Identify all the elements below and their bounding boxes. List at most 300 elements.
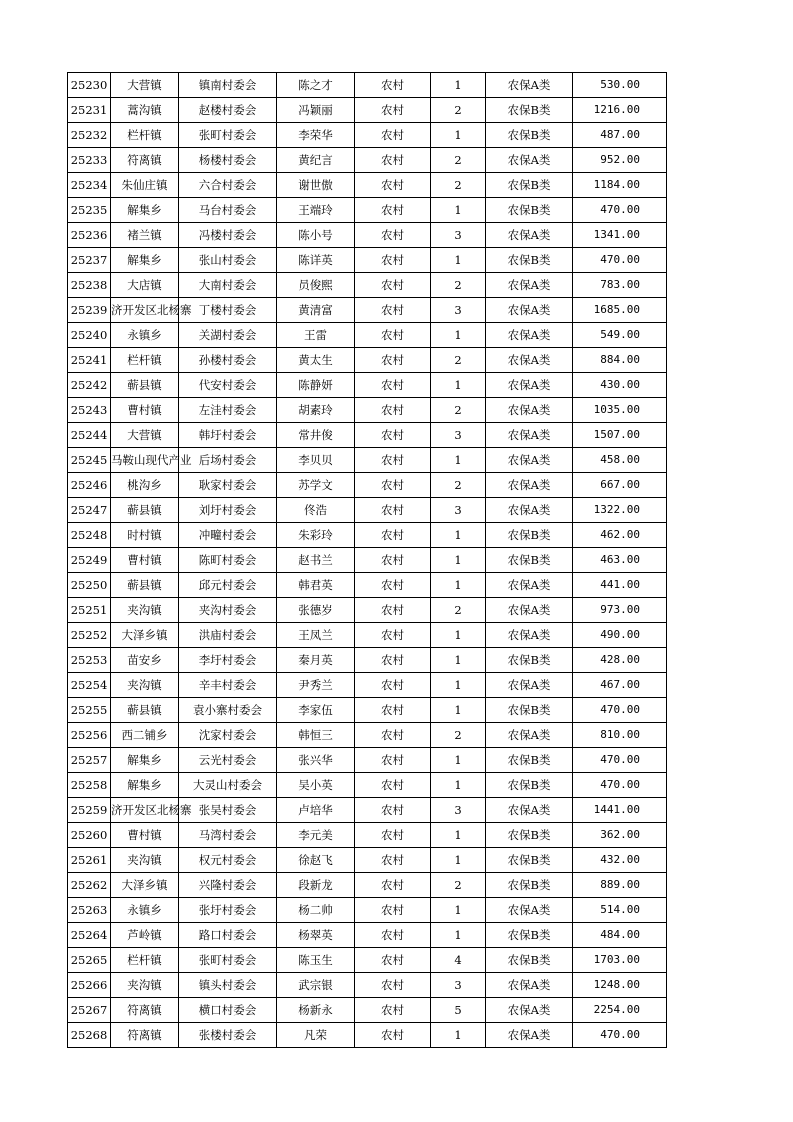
table-row <box>68 73 667 98</box>
record-id-cell: 25248 <box>68 523 111 548</box>
record-id-cell: 25249 <box>68 548 111 573</box>
person-name-cell: 冯颖丽 <box>277 98 355 123</box>
insurance-category-cell: 农保A类 <box>486 373 573 398</box>
record-id-cell: 25256 <box>68 723 111 748</box>
township-cell: 蕲县镇 <box>111 498 179 523</box>
household-count-cell: 1 <box>431 823 486 848</box>
record-id-cell: 25255 <box>68 698 111 723</box>
person-name-cell: 杨翠英 <box>277 923 355 948</box>
person-name-cell: 张兴华 <box>277 748 355 773</box>
household-count-cell: 2 <box>431 348 486 373</box>
area-type-cell: 农村 <box>355 623 431 648</box>
amount-cell: 441.00 <box>573 573 667 598</box>
area-type-cell: 农村 <box>355 773 431 798</box>
record-id-cell: 25235 <box>68 198 111 223</box>
village-committee-cell: 陈町村委会 <box>179 548 277 573</box>
area-type-cell: 农村 <box>355 298 431 323</box>
township-cell: 栏杆镇 <box>111 348 179 373</box>
amount-cell: 952.00 <box>573 148 667 173</box>
person-name-cell: 谢世傲 <box>277 173 355 198</box>
township-cell: 芦岭镇 <box>111 923 179 948</box>
area-type-cell: 农村 <box>355 848 431 873</box>
amount-cell: 1507.00 <box>573 423 667 448</box>
township-cell: 解集乡 <box>111 248 179 273</box>
insurance-category-cell: 农保B类 <box>486 173 573 198</box>
table-row <box>68 723 667 748</box>
insurance-category-cell: 农保B类 <box>486 548 573 573</box>
record-id-cell: 25252 <box>68 623 111 648</box>
township-cell: 大营镇 <box>111 73 179 98</box>
insurance-category-cell: 农保A类 <box>486 473 573 498</box>
person-name-cell: 陈详英 <box>277 248 355 273</box>
table-row <box>68 348 667 373</box>
person-name-cell: 苏学文 <box>277 473 355 498</box>
household-count-cell: 1 <box>431 523 486 548</box>
household-count-cell: 3 <box>431 423 486 448</box>
village-committee-cell: 洪庙村委会 <box>179 623 277 648</box>
insurance-category-cell: 农保A类 <box>486 798 573 823</box>
table-row <box>68 623 667 648</box>
amount-cell: 470.00 <box>573 1023 667 1048</box>
township-cell: 夹沟镇 <box>111 973 179 998</box>
insurance-category-cell: 农保A类 <box>486 223 573 248</box>
insurance-category-cell: 农保A类 <box>486 298 573 323</box>
insurance-category-cell: 农保B类 <box>486 523 573 548</box>
village-committee-cell: 云光村委会 <box>179 748 277 773</box>
record-id-cell: 25245 <box>68 448 111 473</box>
insurance-category-cell: 农保B类 <box>486 248 573 273</box>
household-count-cell: 1 <box>431 573 486 598</box>
township-cell: 夹沟镇 <box>111 848 179 873</box>
insurance-category-cell: 农保A类 <box>486 423 573 448</box>
township-cell: 苗安乡 <box>111 648 179 673</box>
insurance-category-cell: 农保A类 <box>486 623 573 648</box>
amount-cell: 428.00 <box>573 648 667 673</box>
household-count-cell: 3 <box>431 973 486 998</box>
person-name-cell: 赵书兰 <box>277 548 355 573</box>
area-type-cell: 农村 <box>355 223 431 248</box>
township-cell: 永镇乡 <box>111 898 179 923</box>
insurance-category-cell: 农保B类 <box>486 923 573 948</box>
person-name-cell: 王凤兰 <box>277 623 355 648</box>
village-committee-cell: 张町村委会 <box>179 123 277 148</box>
table-row <box>68 498 667 523</box>
household-count-cell: 2 <box>431 173 486 198</box>
table-row <box>68 173 667 198</box>
area-type-cell: 农村 <box>355 398 431 423</box>
record-id-cell: 25246 <box>68 473 111 498</box>
amount-cell: 470.00 <box>573 698 667 723</box>
village-committee-cell: 耿家村委会 <box>179 473 277 498</box>
area-type-cell: 农村 <box>355 673 431 698</box>
table-row <box>68 798 667 823</box>
village-committee-cell: 代安村委会 <box>179 373 277 398</box>
area-type-cell: 农村 <box>355 498 431 523</box>
village-committee-cell: 丁楼村委会 <box>179 298 277 323</box>
record-id-cell: 25238 <box>68 273 111 298</box>
area-type-cell: 农村 <box>355 1023 431 1048</box>
amount-cell: 430.00 <box>573 373 667 398</box>
area-type-cell: 农村 <box>355 823 431 848</box>
record-id-cell: 25230 <box>68 73 111 98</box>
township-cell: 符离镇 <box>111 1023 179 1048</box>
household-count-cell: 2 <box>431 148 486 173</box>
village-committee-cell: 孙楼村委会 <box>179 348 277 373</box>
township-cell: 大泽乡镇 <box>111 623 179 648</box>
township-cell: 夹沟镇 <box>111 598 179 623</box>
village-committee-cell: 后场村委会 <box>179 448 277 473</box>
person-name-cell: 陈小号 <box>277 223 355 248</box>
amount-cell: 1216.00 <box>573 98 667 123</box>
record-id-cell: 25236 <box>68 223 111 248</box>
household-count-cell: 1 <box>431 623 486 648</box>
table-row <box>68 848 667 873</box>
insurance-category-cell: 农保B类 <box>486 848 573 873</box>
record-id-cell: 25250 <box>68 573 111 598</box>
amount-cell: 490.00 <box>573 623 667 648</box>
village-committee-cell: 刘圩村委会 <box>179 498 277 523</box>
township-cell: 栏杆镇 <box>111 123 179 148</box>
insurance-category-cell: 农保B类 <box>486 198 573 223</box>
amount-cell: 1035.00 <box>573 398 667 423</box>
village-committee-cell: 邱元村委会 <box>179 573 277 598</box>
table-row <box>68 123 667 148</box>
village-committee-cell: 兴隆村委会 <box>179 873 277 898</box>
insurance-category-cell: 农保A类 <box>486 598 573 623</box>
household-count-cell: 1 <box>431 673 486 698</box>
township-cell: 永镇乡 <box>111 323 179 348</box>
record-id-cell: 25264 <box>68 923 111 948</box>
amount-cell: 514.00 <box>573 898 667 923</box>
village-committee-cell: 路口村委会 <box>179 923 277 948</box>
household-count-cell: 1 <box>431 748 486 773</box>
township-cell: 大泽乡镇 <box>111 873 179 898</box>
amount-cell: 667.00 <box>573 473 667 498</box>
insurance-category-cell: 农保B类 <box>486 648 573 673</box>
amount-cell: 1248.00 <box>573 973 667 998</box>
person-name-cell: 王端玲 <box>277 198 355 223</box>
household-count-cell: 2 <box>431 473 486 498</box>
table-row <box>68 273 667 298</box>
person-name-cell: 李贝贝 <box>277 448 355 473</box>
record-id-cell: 25251 <box>68 598 111 623</box>
amount-cell: 470.00 <box>573 198 667 223</box>
person-name-cell: 吴小英 <box>277 773 355 798</box>
village-committee-cell: 马湾村委会 <box>179 823 277 848</box>
record-id-cell: 25242 <box>68 373 111 398</box>
township-cell: 褚兰镇 <box>111 223 179 248</box>
record-id-cell: 25253 <box>68 648 111 673</box>
record-id-cell: 25263 <box>68 898 111 923</box>
record-id-cell: 25234 <box>68 173 111 198</box>
village-committee-cell: 左洼村委会 <box>179 398 277 423</box>
area-type-cell: 农村 <box>355 873 431 898</box>
village-committee-cell: 六合村委会 <box>179 173 277 198</box>
record-id-cell: 25243 <box>68 398 111 423</box>
township-cell: 马鞍山现代产业 <box>111 448 179 473</box>
table-row <box>68 298 667 323</box>
record-id-cell: 25262 <box>68 873 111 898</box>
table-row <box>68 923 667 948</box>
amount-cell: 1685.00 <box>573 298 667 323</box>
village-committee-cell: 镇头村委会 <box>179 973 277 998</box>
township-cell: 曹村镇 <box>111 823 179 848</box>
record-id-cell: 25258 <box>68 773 111 798</box>
amount-cell: 1341.00 <box>573 223 667 248</box>
household-count-cell: 1 <box>431 898 486 923</box>
household-count-cell: 1 <box>431 648 486 673</box>
amount-cell: 1441.00 <box>573 798 667 823</box>
village-committee-cell: 夹沟村委会 <box>179 598 277 623</box>
amount-cell: 484.00 <box>573 923 667 948</box>
township-cell: 曹村镇 <box>111 548 179 573</box>
person-name-cell: 段新龙 <box>277 873 355 898</box>
insurance-category-cell: 农保A类 <box>486 73 573 98</box>
area-type-cell: 农村 <box>355 523 431 548</box>
insurance-category-cell: 农保A类 <box>486 348 573 373</box>
insurance-category-cell: 农保B类 <box>486 748 573 773</box>
household-count-cell: 2 <box>431 398 486 423</box>
household-count-cell: 3 <box>431 798 486 823</box>
amount-cell: 1322.00 <box>573 498 667 523</box>
table-row <box>68 148 667 173</box>
area-type-cell: 农村 <box>355 148 431 173</box>
insurance-category-cell: 农保B类 <box>486 873 573 898</box>
insurance-category-cell: 农保B类 <box>486 98 573 123</box>
person-name-cell: 张德岁 <box>277 598 355 623</box>
person-name-cell: 陈之才 <box>277 73 355 98</box>
insurance-category-cell: 农保A类 <box>486 898 573 923</box>
amount-cell: 463.00 <box>573 548 667 573</box>
household-count-cell: 4 <box>431 948 486 973</box>
household-count-cell: 2 <box>431 273 486 298</box>
township-cell: 符离镇 <box>111 148 179 173</box>
person-name-cell: 黄清富 <box>277 298 355 323</box>
household-count-cell: 1 <box>431 123 486 148</box>
insurance-category-cell: 农保B类 <box>486 773 573 798</box>
person-name-cell: 李元美 <box>277 823 355 848</box>
village-committee-cell: 韩圩村委会 <box>179 423 277 448</box>
village-committee-cell: 冯楼村委会 <box>179 223 277 248</box>
township-cell: 时村镇 <box>111 523 179 548</box>
record-id-cell: 25254 <box>68 673 111 698</box>
amount-cell: 458.00 <box>573 448 667 473</box>
area-type-cell: 农村 <box>355 548 431 573</box>
table-row <box>68 548 667 573</box>
table-row <box>68 873 667 898</box>
area-type-cell: 农村 <box>355 948 431 973</box>
insurance-category-cell: 农保A类 <box>486 398 573 423</box>
household-count-cell: 1 <box>431 1023 486 1048</box>
area-type-cell: 农村 <box>355 923 431 948</box>
insurance-category-cell: 农保A类 <box>486 148 573 173</box>
person-name-cell: 胡素玲 <box>277 398 355 423</box>
table-row <box>68 598 667 623</box>
household-count-cell: 3 <box>431 298 486 323</box>
township-cell: 蒿沟镇 <box>111 98 179 123</box>
household-count-cell: 2 <box>431 873 486 898</box>
record-id-cell: 25233 <box>68 148 111 173</box>
amount-cell: 470.00 <box>573 773 667 798</box>
area-type-cell: 农村 <box>355 798 431 823</box>
household-count-cell: 1 <box>431 848 486 873</box>
person-name-cell: 黄纪言 <box>277 148 355 173</box>
village-committee-cell: 杨楼村委会 <box>179 148 277 173</box>
village-committee-cell: 沈家村委会 <box>179 723 277 748</box>
table-row <box>68 323 667 348</box>
record-id-cell: 25267 <box>68 998 111 1023</box>
record-id-cell: 25239 <box>68 298 111 323</box>
record-id-cell: 25240 <box>68 323 111 348</box>
table-row <box>68 248 667 273</box>
record-id-cell: 25232 <box>68 123 111 148</box>
record-id-cell: 25260 <box>68 823 111 848</box>
person-name-cell: 徐赵飞 <box>277 848 355 873</box>
area-type-cell: 农村 <box>355 123 431 148</box>
township-cell: 夹沟镇 <box>111 673 179 698</box>
village-committee-cell: 镇南村委会 <box>179 73 277 98</box>
table-row <box>68 573 667 598</box>
person-name-cell: 王雷 <box>277 323 355 348</box>
area-type-cell: 农村 <box>355 173 431 198</box>
amount-cell: 549.00 <box>573 323 667 348</box>
household-count-cell: 1 <box>431 198 486 223</box>
table-row <box>68 773 667 798</box>
person-name-cell: 李荣华 <box>277 123 355 148</box>
record-id-cell: 25268 <box>68 1023 111 1048</box>
township-cell: 朱仙庄镇 <box>111 173 179 198</box>
person-name-cell: 韩君英 <box>277 573 355 598</box>
table-row <box>68 398 667 423</box>
village-committee-cell: 权元村委会 <box>179 848 277 873</box>
area-type-cell: 农村 <box>355 898 431 923</box>
village-committee-cell: 关湖村委会 <box>179 323 277 348</box>
township-cell: 曹村镇 <box>111 398 179 423</box>
area-type-cell: 农村 <box>355 198 431 223</box>
insurance-category-cell: 农保A类 <box>486 498 573 523</box>
amount-cell: 530.00 <box>573 73 667 98</box>
amount-cell: 783.00 <box>573 273 667 298</box>
township-cell: 蕲县镇 <box>111 573 179 598</box>
insurance-category-cell: 农保A类 <box>486 273 573 298</box>
household-count-cell: 1 <box>431 323 486 348</box>
table-row <box>68 423 667 448</box>
amount-cell: 1184.00 <box>573 173 667 198</box>
record-id-cell: 25231 <box>68 98 111 123</box>
amount-cell: 470.00 <box>573 248 667 273</box>
township-cell: 西二铺乡 <box>111 723 179 748</box>
record-id-cell: 25265 <box>68 948 111 973</box>
insurance-category-cell: 农保A类 <box>486 998 573 1023</box>
record-id-cell: 25261 <box>68 848 111 873</box>
area-type-cell: 农村 <box>355 273 431 298</box>
person-name-cell: 陈静妍 <box>277 373 355 398</box>
area-type-cell: 农村 <box>355 598 431 623</box>
table-row <box>68 1023 667 1048</box>
table-row <box>68 223 667 248</box>
insurance-category-cell: 农保A类 <box>486 323 573 348</box>
area-type-cell: 农村 <box>355 373 431 398</box>
table-row <box>68 948 667 973</box>
household-count-cell: 2 <box>431 598 486 623</box>
village-committee-cell: 张吴村委会 <box>179 798 277 823</box>
person-name-cell: 杨二帅 <box>277 898 355 923</box>
record-id-cell: 25241 <box>68 348 111 373</box>
village-committee-cell: 张山村委会 <box>179 248 277 273</box>
village-committee-cell: 辛丰村委会 <box>179 673 277 698</box>
township-cell: 大营镇 <box>111 423 179 448</box>
household-count-cell: 1 <box>431 73 486 98</box>
person-name-cell: 卢培华 <box>277 798 355 823</box>
table-row <box>68 523 667 548</box>
insurance-category-cell: 农保A类 <box>486 1023 573 1048</box>
township-cell: 解集乡 <box>111 748 179 773</box>
record-id-cell: 25244 <box>68 423 111 448</box>
household-count-cell: 1 <box>431 548 486 573</box>
village-committee-cell: 李圩村委会 <box>179 648 277 673</box>
table-row <box>68 998 667 1023</box>
person-name-cell: 杨新永 <box>277 998 355 1023</box>
person-name-cell: 尹秀兰 <box>277 673 355 698</box>
household-count-cell: 1 <box>431 248 486 273</box>
household-count-cell: 2 <box>431 98 486 123</box>
person-name-cell: 员俊熙 <box>277 273 355 298</box>
table-row <box>68 98 667 123</box>
village-committee-cell: 马台村委会 <box>179 198 277 223</box>
record-id-cell: 25237 <box>68 248 111 273</box>
record-id-cell: 25247 <box>68 498 111 523</box>
insurance-category-cell: 农保A类 <box>486 973 573 998</box>
person-name-cell: 朱彩玲 <box>277 523 355 548</box>
insurance-category-cell: 农保B类 <box>486 948 573 973</box>
amount-cell: 432.00 <box>573 848 667 873</box>
area-type-cell: 农村 <box>355 98 431 123</box>
record-id-cell: 25259 <box>68 798 111 823</box>
table-row <box>68 473 667 498</box>
household-count-cell: 1 <box>431 373 486 398</box>
township-cell: 大店镇 <box>111 273 179 298</box>
amount-cell: 889.00 <box>573 873 667 898</box>
table-row <box>68 198 667 223</box>
insurance-category-cell: 农保A类 <box>486 573 573 598</box>
table-row <box>68 448 667 473</box>
person-name-cell: 凡荣 <box>277 1023 355 1048</box>
table-row <box>68 698 667 723</box>
area-type-cell: 农村 <box>355 648 431 673</box>
table-row <box>68 673 667 698</box>
area-type-cell: 农村 <box>355 473 431 498</box>
village-committee-cell: 张町村委会 <box>179 948 277 973</box>
village-committee-cell: 张楼村委会 <box>179 1023 277 1048</box>
household-count-cell: 3 <box>431 223 486 248</box>
village-committee-cell: 大南村委会 <box>179 273 277 298</box>
insurance-category-cell: 农保A类 <box>486 448 573 473</box>
household-count-cell: 1 <box>431 448 486 473</box>
amount-cell: 467.00 <box>573 673 667 698</box>
household-count-cell: 3 <box>431 498 486 523</box>
insurance-category-cell: 农保B类 <box>486 698 573 723</box>
village-committee-cell: 袁小寨村委会 <box>179 698 277 723</box>
amount-cell: 462.00 <box>573 523 667 548</box>
table-row <box>68 748 667 773</box>
table-row <box>68 823 667 848</box>
amount-cell: 2254.00 <box>573 998 667 1023</box>
roster-body <box>68 73 667 1048</box>
insurance-category-cell: 农保A类 <box>486 673 573 698</box>
amount-cell: 1703.00 <box>573 948 667 973</box>
village-committee-cell: 横口村委会 <box>179 998 277 1023</box>
village-committee-cell: 大灵山村委会 <box>179 773 277 798</box>
